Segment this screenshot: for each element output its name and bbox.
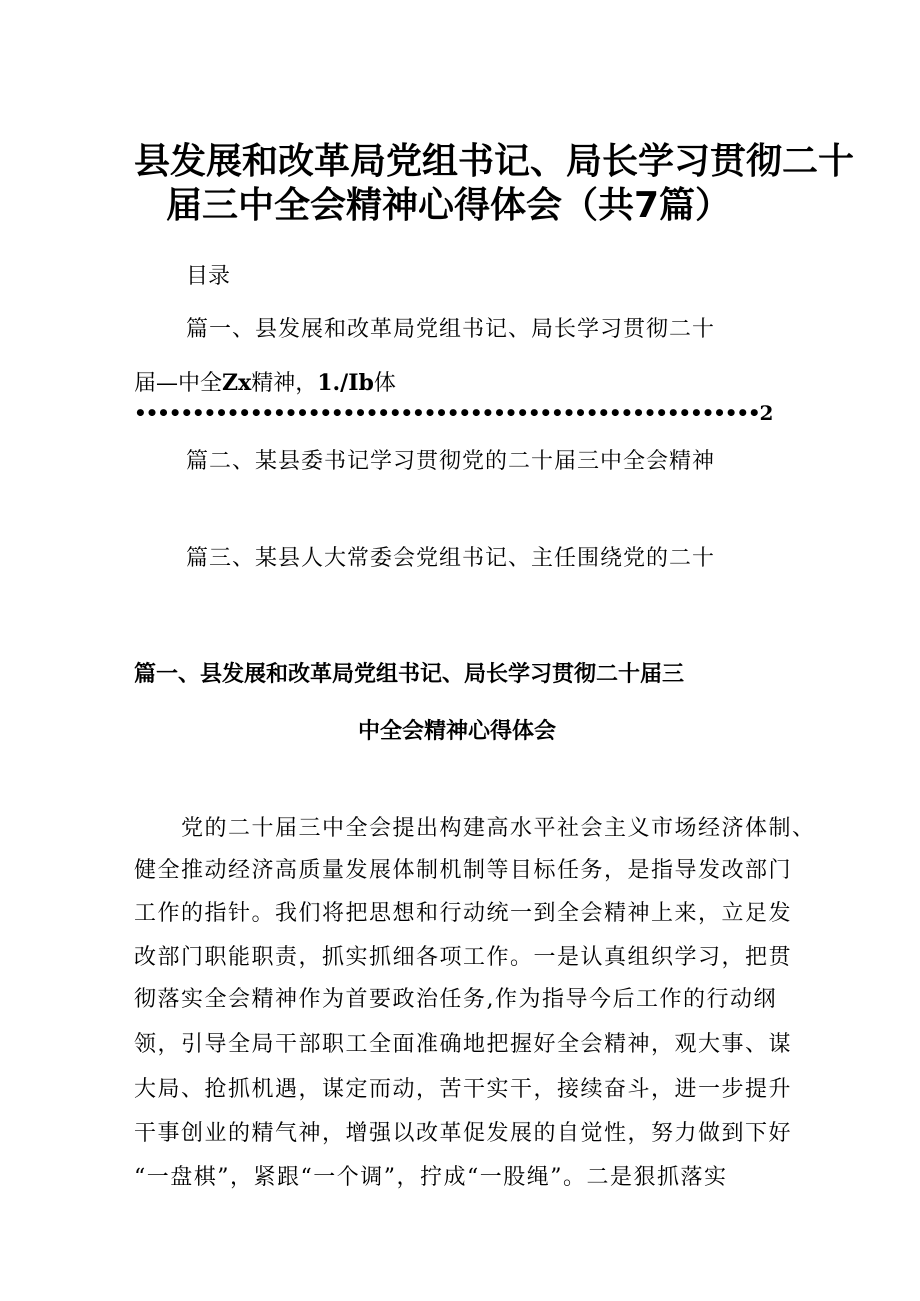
- toc-entry-1-leader-dots: ••••••••••••••••••••••••••••••••••••••••••••••••••••••2: [134, 401, 773, 425]
- body-line: 大局、抢抓机遇，谋定而动，苦干实干，接续奋斗，进一步提升: [134, 1077, 793, 1102]
- toc-entry-1-middle: 精神，: [251, 371, 318, 396]
- document-title-line-1: 县发展和改革局党组书记、局长学习贯彻二十: [134, 141, 855, 182]
- toc-entry-1-bold-2: 1./Ib: [317, 370, 374, 396]
- body-line: 领，引导全局干部职工全面准确地把握好全会精神，观大事、谋: [134, 1032, 793, 1057]
- section-1-heading-line-2: 中全会精神心得体会: [358, 719, 557, 744]
- section-1-heading-line-1: 篇一、县发展和改革局党组书记、局长学习贯彻二十届三: [134, 662, 685, 687]
- toc-entry-2[interactable]: 篇二、某县委书记学习贯彻党的二十届三中全会精神: [186, 449, 716, 474]
- document-title-line-2: 届三中全会精神心得体会（共7篇）: [166, 185, 732, 226]
- toc-label: 目录: [186, 264, 231, 289]
- toc-entry-3[interactable]: 篇三、某县人大常委会党组书记、主任围绕党的二十: [186, 546, 716, 571]
- body-line: 工作的指针。我们将把思想和行动统一到全会精神上来，立足发: [134, 901, 793, 926]
- body-line: 改部门职能职责，抓实抓细各项工作。一是认真组织学习，把贯: [134, 945, 793, 970]
- body-line: 健全推动经济高质量发展体制机制等目标任务，是指导发改部门: [134, 858, 793, 883]
- body-line: 干事创业的精气神，增强以改革促发展的自觉性，努力做到下好: [134, 1121, 793, 1146]
- toc-entry-1-line-2[interactable]: [134, 368, 396, 399]
- toc-entry-1-bold-1: Zx: [222, 370, 252, 396]
- toc-entry-1-suffix: 体: [373, 371, 396, 396]
- body-line: 彻落实全会精神作为首要政治任务,作为指导今后工作的行动纲: [134, 987, 777, 1012]
- body-line: “一盘棋”，紧跟“一个调”，拧成“一股绳”。二是狠抓落实: [134, 1165, 728, 1190]
- toc-entry-1-prefix: 届—中全: [134, 371, 223, 396]
- body-line: 党的二十届三中全会提出构建高水平社会主义市场经济体制、: [134, 816, 816, 841]
- toc-entry-1-line-1[interactable]: 篇一、县发展和改革局党组书记、局长学习贯彻二十: [186, 317, 716, 342]
